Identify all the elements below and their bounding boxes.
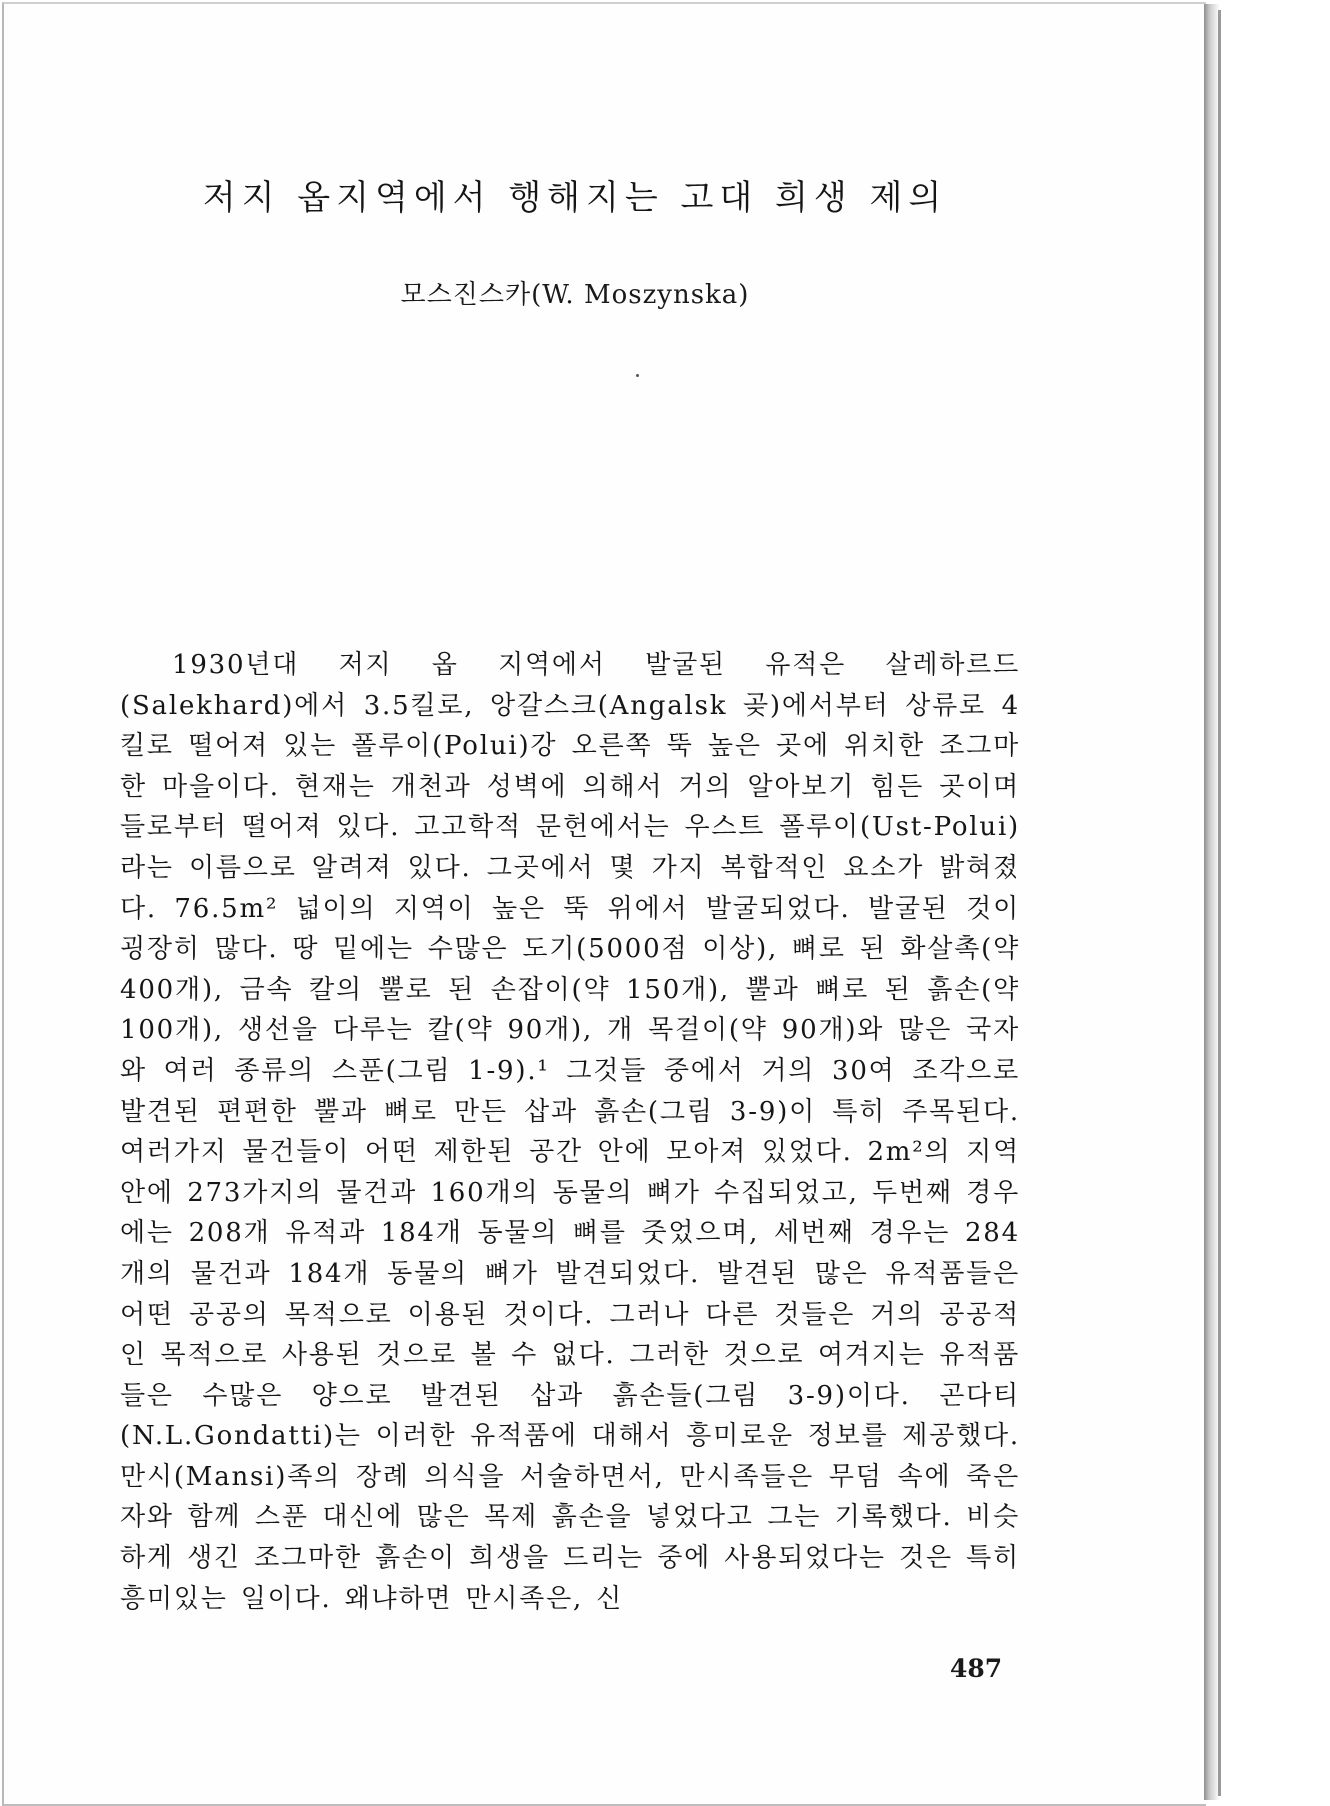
print-speck <box>636 374 639 377</box>
article-title: 저지 옵지역에서 행해지는 고대 희생 제의 <box>202 178 948 218</box>
article-author: 모스진스카(W. Moszynska) <box>400 280 750 310</box>
body-paragraph: 1930년대 저지 옵 지역에서 발굴된 유적은 살레하르드(Salekhard)에서 3.5킬로, 앙갈스크(Angalsk 곶)에서부터 상류로 4킬로 떨어져 있는 폴루이(Polui)강 오른쪽 뚝 높은 곳에 위치한 조그마한 마을이다. 현재는 개천과 성벽에 의해서 거의 알아보기 힘든 곳이며 들로부터 떨어져 있다. 고고학적 문헌에서는 우스트 폴루이(Ust-Polui)라는 이름으로 알려져 있다. 그곳에서 몇 가지 복합적인 요소가 밝혀졌다. 76.5m² 넓이의 지역이 높은 뚝 위에서 발굴되었다. 발굴된 것이 굉장히 많다. 땅 밑에는 수많은 도기(5000점 이상), 뼈로 된 화살촉(약 400개), 금속 칼의 뿔로 된 손잡이(약 150개), 뿔과 뼈로 된 흙손(약 100개), 생선을 다루는 칼(약 90개), 개 목걸이(약 90개)와 많은 국자와 여러 종류의 스푼(그림 1-9).¹ 그것들 중에서 거의 30여 조각으로 발견된 편편한 뿔과 뼈로 만든 삽과 흙손(그림 3-9)이 특히 주목된다. 여러가지 물건들이 어떤 제한된 공간 안에 모아져 있었다. 2m²의 지역 안에 273가지의 물건과 160개의 동물의 뼈가 수집되었고, 두번째 경우에는 208개 유적과 184개 동물의 뼈를 줏었으며, 세번째 경우는 284개의 물건과 184개 동물의 뼈가 발견되었다. 발견된 많은 유적품들은 어떤 공공의 목적으로 이용된 것이다. 그러나 다른 것들은 거의 공공적인 목적으로 사용된 것으로 볼 수 없다. 그러한 것으로 여겨지는 유적품들은 수많은 양으로 발견된 삽과 흙손들(그림 3-9)이다. 곤다티(N.L.Gondatti)는 이러한 유적품에 대해서 흥미로운 정보를 제공했다. 만시(Mansi)족의 장례 의식을 서술하면서, 만시족들은 무덤 속에 죽은 자와 함께 스푼 대신에 많은 목제 흙손을 넣었다고 그는 기록했다. 비슷하게 생긴 조그마한 흙손이 희생을 드리는 중에 사용되었다는 것은 특히 흥미있는 일이다. 왜냐하면 만시족은, 신 <box>120 650 1020 1614</box>
page-number: 487 <box>950 1654 1003 1683</box>
page-edge <box>1218 10 1221 1796</box>
